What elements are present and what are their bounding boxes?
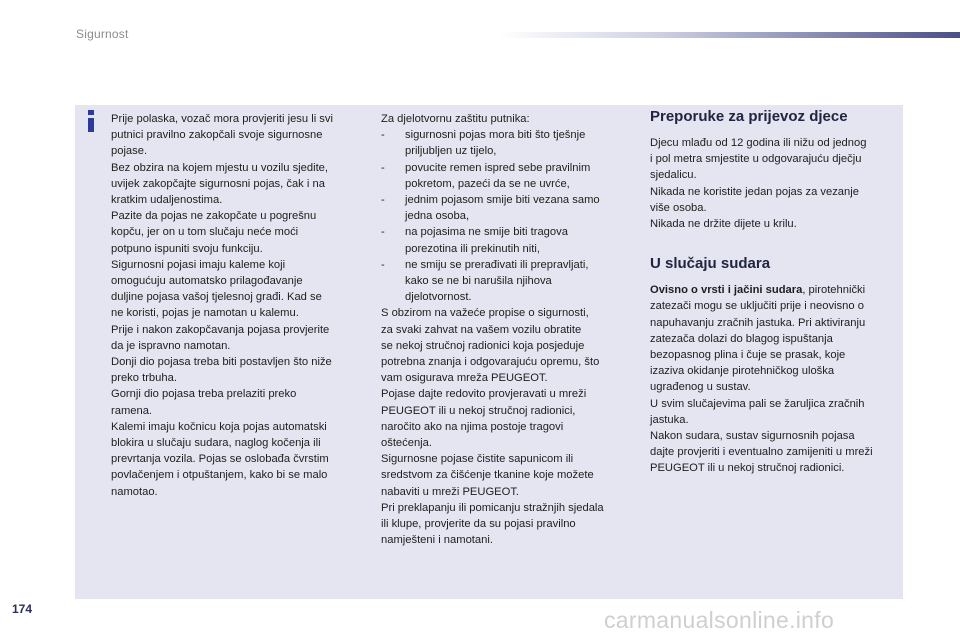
info-icon <box>84 109 98 133</box>
list-item: - povucite remen ispred sebe pravilnim pokretom, pazeći da se ne uvrće, <box>381 161 591 190</box>
list-item: - sigurnosni pojas mora biti što tješnje priljubljen uz tijelo, <box>381 129 586 158</box>
watermark: carmanualsonline.info <box>604 607 835 633</box>
collision-text <box>650 282 902 476</box>
column-1 <box>111 111 363 500</box>
collision-heading: U slučaju sudara <box>650 255 771 273</box>
child-transport-text: Djecu mlađu od 12 godina ili nižu od jednog i pol metra smjestite u odgovarajuću dječju sjedalicu. Nikada ne koristite jedan pojas za vezanje više osoba. Nikada ne držite dijete u krilu. <box>650 137 867 231</box>
protection-list <box>381 127 633 305</box>
column-2 <box>381 111 633 548</box>
header-gradient-bar <box>500 32 960 38</box>
child-transport-heading: Preporuke za prijevoz djece <box>650 108 848 125</box>
column-2-text: S obzirom na važeće propise o sigurnosti, za svaki zahvat na vašem vozilu obratite se nekoj stručnoj radionici koja posjeduje potrebna znanja i odgovarajuću opremu, što vam osigurava mreža PEUGEOT. Pojase dajte redovito provjeravati u mreži PEUGEOT ili u nekoj stručnoj radionici, naročito ako na njima postoje tragovi oštećenja. Sigurnosne pojase čistite sapunicom ili sredstvom za čišćenje tkanine koje možete nabaviti u mreži PEUGEOT. Pri preklapanju ili pomicanju stražnjih sjedala ili klupe, provjerite da su pojasi pravilno namješteni i namotani. <box>381 307 604 547</box>
list-item: - jednim pojasom smije biti vezana samo jedna osoba, <box>381 194 600 223</box>
collision-lead-rest: , pirotehnički zatezači mogu se uključiti prije i neovisno o napuhavanju zračnih jastuka. Pri aktiviranju zatezača dolazi do blagog ispuštanja bezopasnog plina i čuje se prasak, koje izaziva okidanje pirotehničkog uloška ugrađenog u sustav. U svim slučajevima pali se žaruljica zračnih jastuka. Nakon sudara, sustav sigurnosnih pojasa dajte provjeriti i eventualno zamijeniti u mreži PEUGEOT ili u nekoj stručnoj radionici. <box>650 284 873 475</box>
list-item: - na pojasima ne smije biti tragova porezotina ili prekinutih niti, <box>381 226 568 255</box>
column-1-text: Prije polaska, vozač mora provjeriti jesu li svi putnici pravilno zakopčali svoje sigurnosne pojase. Bez obzira na kojem mjestu u vozilu sjedite, uvijek zakopčajte sigurnosni pojas, čak i na kratkim udaljenostima. Pazite da pojas ne zakopčate u pogrešnu kopču, jer on u tom slučaju neće moći potpuno ispuniti svoju funkciju. Sigurnosni pojasi imaju kaleme koji omogućuju automatsko prilagođavanje duljine pojasa vašoj tjelesnoj građi. Kad se ne koristi, pojas je namotan u kalemu. Prije i nakon zakopčavanja pojasa provjerite da je ispravno namotan. Donji dio pojasa treba biti postavljen što niže preko trbuha. Gornji dio pojasa treba prelaziti preko ramena. Kalemi imaju kočnicu koja pojas automatski blokira u slučaju sudara, naglog kočenja ili prevrtanja vozila. Pojas se oslobađa čvrstim povlačenjem i otpuštanjem, kako bi se malo namotao. <box>111 113 333 498</box>
column-3 <box>650 107 902 477</box>
collision-lead-bold: Ovisno o vrsti i jačini sudara <box>650 284 803 297</box>
column-2-intro: Za djelotvornu zaštitu putnika: <box>381 113 530 125</box>
section-header-title: Sigurnost <box>76 27 129 41</box>
list-item: - ne smiju se prerađivati ili prepravljati, kako se ne bi narušila njihova djelotvornost. <box>381 258 589 304</box>
page-number: 174 <box>12 602 33 616</box>
